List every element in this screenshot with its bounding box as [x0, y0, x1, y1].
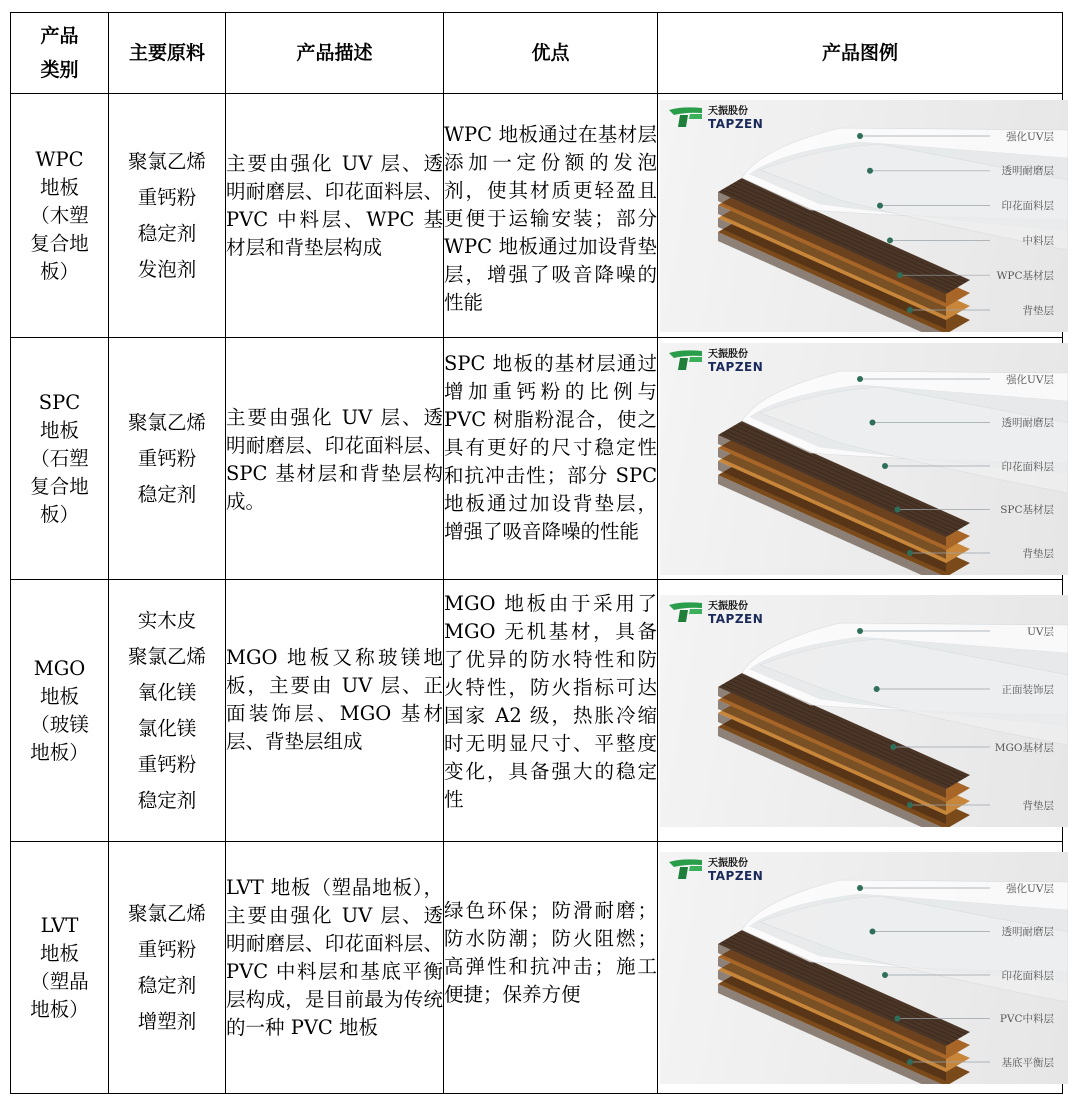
illustration-cell [658, 580, 1063, 842]
layer-marker-dot [870, 928, 876, 934]
layer-marker-dot [907, 1059, 913, 1065]
logo-cn-text: 天振股份 [708, 857, 748, 869]
illustration-cell [658, 94, 1063, 338]
layer-marker-dot [882, 463, 888, 469]
layer-marker-dot [890, 744, 896, 750]
illustration-cell [658, 338, 1063, 580]
layer-label: UV层 [1027, 625, 1054, 638]
layer-marker-dot [907, 802, 913, 808]
logo-cn-text: 天振股份 [708, 105, 748, 117]
table-row-spc [11, 338, 1063, 580]
floor-layer-diagram [660, 852, 1068, 1084]
layer-marker-dot [897, 272, 903, 278]
layer-marker-dot [907, 307, 913, 313]
category-cell: SPC 地板 （石塑 复合地 板） [11, 338, 109, 580]
header-illustration: 产品图例 [658, 13, 1063, 94]
company-logo [668, 106, 763, 130]
layer-marker-dot [895, 1015, 901, 1021]
layer-label: 印花面料层 [1001, 969, 1054, 982]
logo-mark-icon [668, 858, 704, 880]
floor-layer-diagram [660, 343, 1068, 575]
layer-marker-dot [857, 885, 863, 891]
layer-marker-dot [857, 628, 863, 634]
layer-label: WPC基材层 [996, 269, 1054, 282]
logo-mark-icon [668, 106, 704, 128]
product-table [10, 12, 1063, 1094]
layer-label: 背垫层 [1022, 799, 1054, 812]
layer-marker-dot [895, 506, 901, 512]
layer-marker-dot [877, 202, 883, 208]
category-cell: WPC 地板 （木塑 复合地 板） [11, 94, 109, 338]
layer-label: 背垫层 [1022, 547, 1054, 560]
table-row-mgo [11, 580, 1063, 842]
advantages-cell: WPC 地板通过在基材层添加一定份额的发泡剂，使其材质更轻盈且更便于运输安装；部分 WPC 地板通过加设背垫层，增强了吸音降噪的性能 [444, 94, 658, 338]
layer-marker-dot [907, 550, 913, 556]
layer-label: 强化UV层 [1006, 130, 1054, 143]
description-cell: 主要由强化 UV 层、透明耐磨层、印花面料层、SPC 基材层和背垫层构成。 [226, 338, 444, 580]
layer-label: PVC中料层 [999, 1013, 1054, 1025]
header-advantages: 优点 [444, 13, 658, 94]
description-cell: 主要由强化 UV 层、透明耐磨层、印花面料层、PVC 中料层、WPC 基材层和背垫层构成 [226, 94, 444, 338]
category-cell: MGO 地板 （玻镁 地板） [11, 580, 109, 842]
logo-en-text: TAPZEN [708, 611, 764, 626]
logo-mark-icon [668, 349, 704, 371]
materials-cell: 聚氯乙烯 重钙粉 稳定剂 [109, 338, 226, 580]
logo-cn-text: 天振股份 [708, 600, 748, 612]
materials-cell: 聚氯乙烯 重钙粉 稳定剂 发泡剂 [109, 94, 226, 338]
logo-en-text: TAPZEN [708, 359, 764, 374]
layer-marker-dot [857, 133, 863, 139]
description-cell: LVT 地板（塑晶地板），主要由强化 UV 层、透明耐磨层、印花面料层、PVC 中料层和基底平衡层构成，是目前最为传统的一种 PVC 地板 [226, 842, 444, 1094]
header-category: 产品 类别 [11, 13, 109, 94]
layer-marker-dot [882, 972, 888, 978]
layer-label: 强化UV层 [1006, 373, 1054, 386]
company-logo [668, 349, 763, 373]
advantages-cell: 绿色环保；防滑耐磨；防水防潮；防火阻燃；高弹性和抗冲击；施工便捷；保养方便 [444, 842, 658, 1094]
layer-label: 基底平衡层 [1001, 1056, 1054, 1069]
layer-label: 印花面料层 [1001, 200, 1054, 213]
logo-en-text: TAPZEN [708, 868, 764, 883]
layer-marker-dot [874, 686, 880, 692]
floor-layers-graphic [660, 595, 1068, 827]
layer-marker-dot [870, 419, 876, 425]
layer-label: MGO基材层 [994, 741, 1054, 754]
layer-label: 强化UV层 [1006, 882, 1054, 895]
layer-marker-dot [857, 376, 863, 382]
illustration-cell [658, 842, 1063, 1094]
header-row [11, 13, 1063, 94]
logo-mark-icon [668, 601, 704, 623]
category-cell: LVT 地板 （塑晶 地板） [11, 842, 109, 1094]
layer-label: 透明耐磨层 [1001, 926, 1054, 938]
logo-en-text: TAPZEN [708, 116, 764, 131]
materials-cell: 实木皮 聚氯乙烯 氧化镁 氯化镁 重钙粉 稳定剂 [109, 580, 226, 842]
description-cell: MGO 地板又称玻镁地板，主要由 UV 层、正面装饰层、MGO 基材层、背垫层组成 [226, 580, 444, 842]
materials-cell: 聚氯乙烯 重钙粉 稳定剂 增塑剂 [109, 842, 226, 1094]
floor-layer-diagram [660, 595, 1068, 827]
layer-marker-dot [867, 167, 873, 173]
advantages-cell: MGO 地板由于采用了 MGO 无机基材，具备了优异的防水特性和防火特性，防火指标可达国家 A2 级，热胀冷缩时无明显尺寸、平整度变化，具备强大的稳定性 [444, 580, 658, 842]
advantages-cell: SPC 地板的基材层通过增加重钙粉的比例与 PVC 树脂粉混合，使之具有更好的尺寸稳定性和抗冲击性；部分 SPC 地板通过加设背垫层，增强了吸音降噪的性能 [444, 338, 658, 580]
table-row-lvt [11, 842, 1063, 1094]
floor-layer-diagram [660, 100, 1068, 332]
header-materials: 主要原料 [109, 13, 226, 94]
layer-label: 印花面料层 [1001, 460, 1054, 473]
layer-label: 背垫层 [1022, 304, 1054, 317]
layer-label: 中料层 [1022, 234, 1054, 247]
table-row-wpc [11, 94, 1063, 338]
layer-label: 透明耐磨层 [1001, 165, 1054, 178]
logo-cn-text: 天振股份 [708, 348, 748, 360]
header-description: 产品描述 [226, 13, 444, 94]
layer-label: 透明耐磨层 [1001, 417, 1054, 429]
company-logo [668, 601, 763, 625]
layer-marker-dot [887, 237, 893, 243]
layer-label: 正面装饰层 [1001, 683, 1054, 696]
company-logo [668, 858, 763, 882]
layer-label: SPC基材层 [1000, 504, 1054, 516]
